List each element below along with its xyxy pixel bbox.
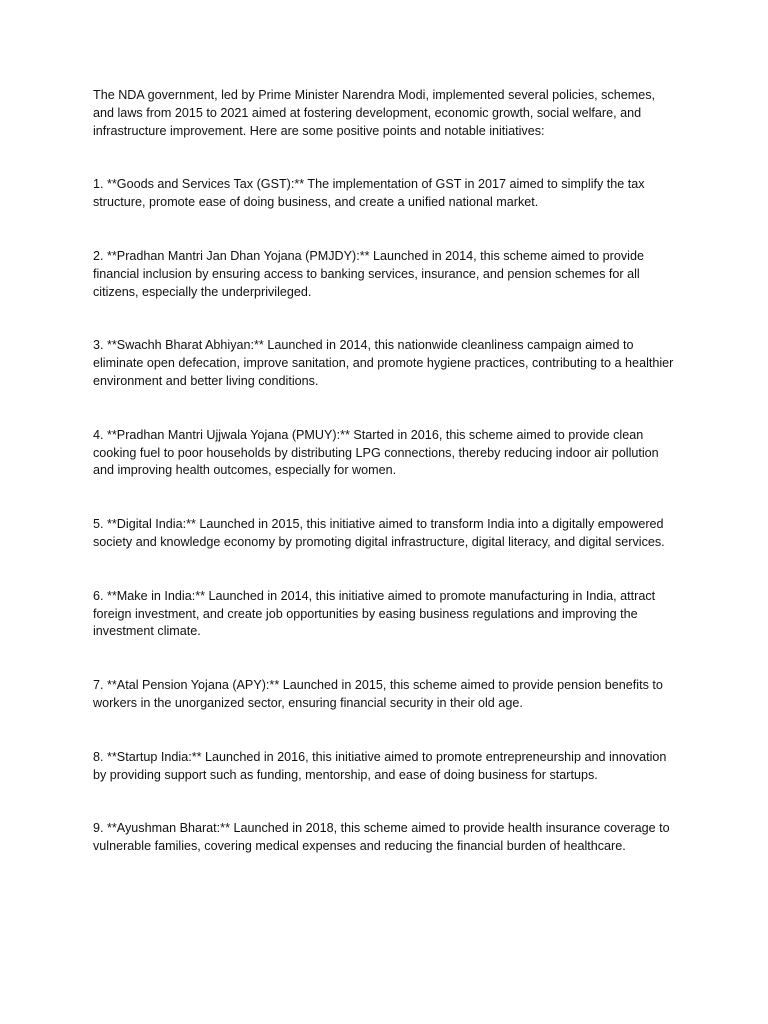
list-item-swachh-bharat: 3. **Swachh Bharat Abhiyan:** Launched in 2014, this nationwide cleanliness campaign aimed to eliminate open defecation, improve sanitation, and promote hygiene practices, contributing to a healthier environment and better living conditions. — [93, 338, 674, 388]
list-item-gst: 1. **Goods and Services Tax (GST):** The implementation of GST in 2017 aimed to simplify the tax structure, promote ease of doing business, and create a unified national market. — [93, 177, 645, 210]
list-item-make-in-india: 6. **Make in India:** Launched in 2014, this initiative aimed to promote manufacturing in India, attract foreign investment, and create job opportunities by easing business regulations and improving the investment climate. — [93, 588, 656, 639]
list-item-pmjdy: 2. **Pradhan Mantri Jan Dhan Yojana (PMJDY):** Launched in 2014, this scheme aimed to provide financial inclusion by ensuring access to banking services, insurance, and pension schemes for all citizens, especially the underprivileged. — [93, 248, 644, 299]
intro-paragraph: The NDA government, led by Prime Minister Narendra Modi, implemented several policies, schemes, and laws from 2015 to 2021 aimed at fostering development, economic growth, social welfare, and infrastructure improvement. Here are some positive points and notable initiatives: — [93, 88, 656, 138]
list-item-pmuy: 4. **Pradhan Mantri Ujjwala Yojana (PMUY):** Started in 2016, this scheme aimed to provide clean cooking fuel to poor households by distributing LPG connections, thereby reducing indoor air pollution and improving health outcomes, especially for women. — [93, 427, 659, 478]
list-item-digital-india: 5. **Digital India:** Launched in 2015, this initiative aimed to transform India into a digitally empowered society and knowledge economy by promoting digital infrastructure, digital literacy, and digital services. — [93, 517, 665, 549]
list-item-ayushman-bharat: 9. **Ayushman Bharat:** Launched in 2018, this scheme aimed to provide health insurance coverage to vulnerable families, covering medical expenses and reducing the financial burden of healthcare. — [93, 821, 670, 854]
document-page — [93, 87, 678, 856]
list-item-apy: 7. **Atal Pension Yojana (APY):** Launched in 2015, this scheme aimed to provide pension benefits to workers in the unorganized sector, ensuring financial security in their old age. — [93, 678, 663, 710]
list-item-startup-india: 8. **Startup India:** Launched in 2016, this initiative aimed to promote entrepreneurship and innovation by providing support such as funding, mentorship, and ease of doing business for startups. — [93, 749, 667, 782]
